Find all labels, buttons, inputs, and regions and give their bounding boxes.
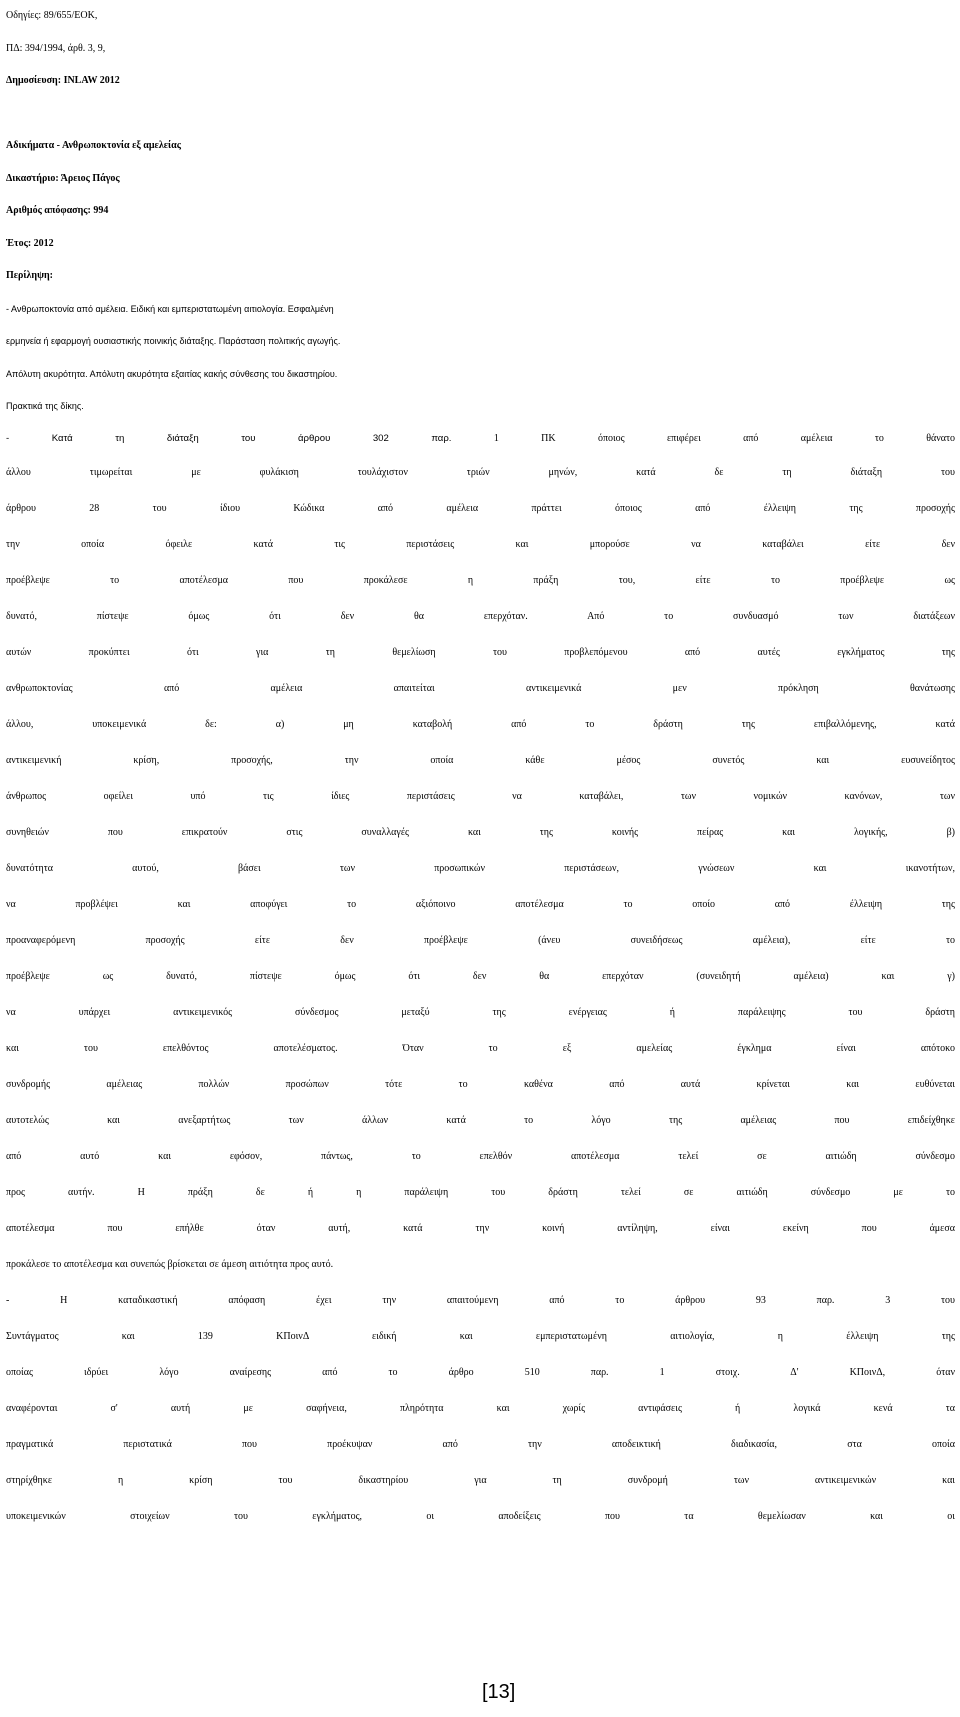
body-line: αυτοτελώς και ανεξαρτήτως των άλλων κατά το λόγο της αμέλειας που επιδείχθηκε	[6, 1115, 955, 1126]
body-line: ανθρωποκτονίας από αμέλεια απαιτείται αντικειμενικά μεν πρόκληση θανάτωσης	[6, 683, 955, 694]
body-line: στηρίχθηκε η κρίση του δικαστηρίου για τη συνδρομή των αντικειμενικών και	[6, 1475, 955, 1486]
body-line: από αυτό και εφόσον, πάντως, το επελθόν αποτέλεσμα τελεί σε αιτιώδη σύνδεσμο	[6, 1151, 955, 1162]
body-line: άλλου τιμωρείται με φυλάκιση τουλάχιστον τριών μηνών, κατά δε τη διάταξη του	[6, 467, 955, 478]
body-line: αντικειμενική κρίση, προσοχής, την οποία κάθε μέσος συνετός και ευσυνείδητος	[6, 755, 955, 766]
body-first-line	[6, 423, 955, 456]
body-line: Συντάγματος και 139 ΚΠοινΔ ειδική και εμπεριστατωμένη αιτιολογία, η έλλειψη της	[6, 1331, 955, 1342]
body-line: δυνατότητα αυτού, βάσει των προσωπικών περιστάσεων, γνώσεων και ικανοτήτων,	[6, 863, 955, 874]
body-line: προέβλεψε ως δυνατό, πίστεψε όμως ότι δεν θα επερχόταν (συνειδητή αμέλεια) και γ)	[6, 971, 955, 982]
summary-line: - Ανθρωποκτονία από αμέλεια. Ειδική και εμπεριστατωμένη αιτιολογία. Εσφαλμένη	[6, 303, 334, 314]
body-line: προαναφερόμενη προσοχής είτε δεν προέβλεψε (άνευ συνειδήσεως αμέλεια), είτε το	[6, 935, 955, 946]
body-line: αποτέλεσμα που επήλθε όταν αυτή, κατά την κοινή αντίληψη, είναι εκείνη που άμεσα	[6, 1223, 955, 1234]
publication-line: Δημοσίευση: INLAW 2012	[6, 75, 120, 86]
directives-line: Οδηγίες: 89/655/ΕΟΚ,	[6, 10, 98, 21]
body-first-line-serif-part: 1 ΠΚ όποιος επιφέρει από αμέλεια το θάνατο	[493, 432, 955, 444]
body-line: να υπάρχει αντικειμενικός σύνδεσμος μεταξύ της ενέργειας ή παράλειψης του δράστη	[6, 1007, 955, 1018]
body-line: άρθρου 28 του ίδιου Κώδικα από αμέλεια πράττει όποιος από έλλειψη της προσοχής	[6, 503, 955, 514]
body-line: δυνατό, πίστεψε όμως ότι δεν θα επερχόταν. Από το συνδυασμό των διατάξεων	[6, 611, 955, 622]
body-line: να προβλέψει και αποφύγει το αξιόποινο αποτέλεσμα το οποίο από έλλειψη της	[6, 899, 955, 910]
summary-line: Πρακτικά της δίκης.	[6, 401, 84, 411]
pd-line: ΠΔ: 394/1994, άρθ. 3, 9,	[6, 42, 106, 54]
court-line: Δικαστήριο: Άρειος Πάγος	[6, 172, 120, 184]
summary-label: Περίληψη:	[6, 270, 53, 281]
body-line: - Η καταδικαστική απόφαση έχει την απαιτούμενη από το άρθρου 93 παρ. 3 του	[6, 1295, 955, 1306]
body-line: άνθρωπος οφείλει υπό τις ίδιες περιστάσεις να καταβάλει, των νομικών κανόνων, των	[6, 791, 955, 802]
body-line: προς αυτήν. Η πράξη δε ή η παράλειψη του δράστη τελεί σε αιτιώδη σύνδεσμο με το	[6, 1187, 955, 1198]
offenses-line: Αδικήματα - Ανθρωποκτονία εξ αμελείας	[6, 140, 181, 151]
year-line: Έτος: 2012	[6, 237, 54, 249]
body-line: συνηθειών που επικρατούν στις συναλλαγές και της κοινής πείρας και λογικής, β)	[6, 827, 955, 838]
body-line: οποίας ιδρύει λόγο αναίρεσης από το άρθρο 510 παρ. 1 στοιχ. Δ' ΚΠοινΔ, όταν	[6, 1367, 955, 1378]
body-line: υποκειμενικών στοιχείων του εγκλήματος, οι αποδείξεις που τα θεμελίωσαν και οι	[6, 1511, 955, 1522]
body-line: προκάλεσε το αποτέλεσμα και συνεπώς βρίσκεται σε άμεση αιτιότητα προς αυτό.	[6, 1259, 334, 1270]
body-line: συνδρομής αμέλειας πολλών προσώπων τότε το καθένα από αυτά κρίνεται και ευθύνεται	[6, 1079, 955, 1090]
decision-number-line: Αριθμός απόφασης: 994	[6, 205, 109, 216]
body-line: αυτών προκύπτει ότι για τη θεμελίωση του προβλεπόμενου από αυτές εγκλήματος της	[6, 647, 955, 658]
body-line: την οποία όφειλε κατά τις περιστάσεις και μπορούσε να καταβάλει είτε δεν	[6, 539, 955, 550]
summary-line: ερμηνεία ή εφαρμογή ουσιαστικής ποινικής διάταξης. Παράσταση πολιτικής αγωγής.	[6, 336, 341, 346]
body-first-line-sans-part: - Κατά τη διάταξη του άρθρου 302 παρ.	[6, 432, 452, 444]
page-number: [13]	[482, 1681, 516, 1703]
body-line: άλλου, υποκειμενικά δε: α) μη καταβολή από το δράστη της επιβαλλόμενης, κατά	[6, 719, 955, 730]
body-line: και του επελθόντος αποτελέσματος. Όταν το εξ αμελείας έγκλημα είναι απότοκο	[6, 1043, 955, 1054]
body-line: πραγματικά περιστατικά που προέκυψαν από την αποδεικτική διαδικασία, στα οποία	[6, 1439, 955, 1450]
body-line: αναφέρονται σ' αυτή με σαφήνεια, πληρότητα και χωρίς αντιφάσεις ή λογικά κενά τα	[6, 1403, 955, 1414]
blank-spacer	[6, 98, 955, 131]
body-line: προέβλεψε το αποτέλεσμα που προκάλεσε η πράξη του, είτε το προέβλεψε ως	[6, 575, 955, 586]
document-page	[6, 0, 955, 1535]
summary-line: Απόλυτη ακυρότητα. Απόλυτη ακυρότητα εξαιτίας κακής σύνθεσης του δικαστηρίου.	[6, 368, 338, 379]
